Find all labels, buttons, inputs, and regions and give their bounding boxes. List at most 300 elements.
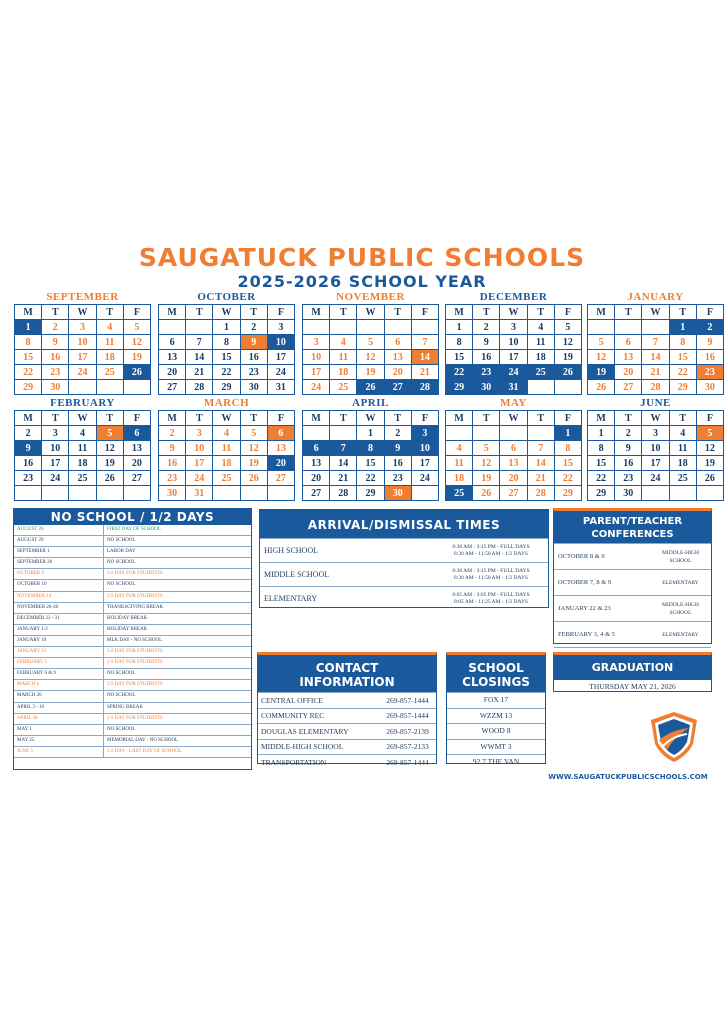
month-january [587,290,724,395]
month-march [158,396,295,501]
day-cell: 6 [500,441,527,456]
list-item [14,580,251,591]
day-cell: 18 [670,456,697,471]
no-school-date: APRIL 30 [14,714,104,724]
day-cell: 15 [446,350,473,365]
day-cell: 7 [330,441,357,456]
day-header: F [124,411,151,426]
day-cell: 7 [642,335,669,350]
contact-box [257,652,437,767]
day-cell: 5 [473,441,500,456]
contact-phone[interactable]: 269-857-2139 [386,726,429,736]
day-cell: 17 [69,350,96,365]
day-header: F [555,411,582,426]
day-cell: 10 [642,441,669,456]
month-name: JANUARY [627,291,684,303]
day-cell: 30 [159,486,186,501]
contact-phone[interactable]: 269-857-1444 [386,711,429,721]
month-june [587,396,724,501]
day-cell: 5 [241,426,268,441]
day-cell: 25 [69,471,96,486]
day-cell: 11 [670,441,697,456]
day-cell: 11 [330,350,357,365]
month-grid [445,410,582,501]
no-school-desc: NO SCHOOL [107,582,136,588]
day-cell: 1 [446,320,473,335]
day-cell: 9 [473,335,500,350]
list-item: WOOD 8 [447,723,545,739]
day-cell: 22 [446,365,473,380]
month-name: SEPTEMBER [46,291,119,303]
day-cell: 18 [528,350,555,365]
day-header: F [268,305,295,320]
day-cell: 27 [124,471,151,486]
day-header: T [385,305,412,320]
month-name: DECEMBER [479,291,548,303]
conference-date: JANUARY 22 & 23 [558,605,611,612]
day-cell: 17 [268,350,295,365]
contact-phone[interactable]: 269-857-1444 [386,695,429,705]
list-item: WWMT 3 [447,739,545,755]
day-cell [357,320,384,335]
day-cell: 9 [615,441,642,456]
arrival-title: ARRIVAL/DISMISSAL TIMES [260,510,548,538]
no-school-list [14,525,251,758]
day-cell: 6 [385,335,412,350]
conferences-box [553,508,712,644]
closings-box [446,652,546,764]
page-subtitle: 2025-2026 SCHOOL YEAR [237,272,487,291]
contact-name: DOUGLAS ELEMENTARY [261,726,349,736]
no-school-desc: 1/2 DAY FOR STUDENTS [107,660,163,666]
day-header: W [642,411,669,426]
day-cell: 28 [186,380,213,395]
no-school-date: JUNE 5 [14,747,104,757]
day-cell: 7 [412,335,439,350]
day-cell: 20 [385,365,412,380]
day-cell: 20 [500,471,527,486]
no-school-desc: 1/2 DAY FOR STUDENTS [107,649,163,655]
day-cell: 12 [588,350,615,365]
graduation-box [553,652,712,692]
table-row [554,595,711,621]
day-cell [500,426,527,441]
list-item [14,714,251,725]
day-cell: 16 [15,456,42,471]
day-cell: 20 [615,365,642,380]
no-school-desc: 1/2 DAY FOR STUDENTS [107,682,163,688]
no-school-desc: SPRING BREAK [107,704,143,710]
day-cell [124,380,151,395]
no-school-desc: NO SCHOOL [107,693,136,699]
day-cell [412,320,439,335]
day-header: T [670,411,697,426]
day-header: T [330,305,357,320]
day-cell: 19 [241,456,268,471]
day-cell: 8 [588,441,615,456]
list-item [14,647,251,658]
day-cell: 26 [357,380,384,395]
school-times [434,568,548,582]
conference-school-line2: SCHOOL [669,609,692,616]
day-cell [186,320,213,335]
month-grid [302,304,439,395]
day-cell: 30 [241,380,268,395]
conferences-title-line2: CONFERENCES [591,529,674,540]
day-cell [385,320,412,335]
table-row [260,562,548,586]
day-cell: 24 [268,365,295,380]
no-school-desc: 1/2 DAY FOR STUDENTS [107,715,163,721]
day-cell: 1 [588,426,615,441]
day-cell: 19 [588,365,615,380]
day-header: M [159,305,186,320]
day-cell: 27 [615,380,642,395]
day-cell: 6 [303,441,330,456]
day-header: W [213,305,240,320]
closings-title [447,655,545,692]
no-school-date: MARCH 6 [14,680,104,690]
day-cell: 3 [268,320,295,335]
day-cell: 5 [124,320,151,335]
day-cell: 9 [42,335,69,350]
day-cell: 10 [186,441,213,456]
website-link[interactable]: WWW.SAUGATUCKPUBLICSCHOOLS.COM [548,773,708,781]
day-cell [330,426,357,441]
month-october [158,290,295,395]
day-cell [213,486,240,501]
day-cell: 16 [473,350,500,365]
day-cell [330,320,357,335]
day-cell: 29 [357,486,384,501]
day-cell: 13 [268,441,295,456]
month-december [445,290,582,395]
month-name: FEBRUARY [50,397,115,409]
month-september [14,290,151,395]
day-cell: 2 [697,320,724,335]
school-name: MIDDLE SCHOOL [264,570,330,579]
day-cell [615,320,642,335]
day-cell: 22 [357,471,384,486]
day-cell: 15 [588,456,615,471]
day-cell: 29 [15,380,42,395]
day-cell: 25 [97,365,124,380]
day-cell [268,486,295,501]
day-cell: 24 [642,471,669,486]
day-cell: 17 [500,350,527,365]
day-cell [159,320,186,335]
day-header: W [500,411,527,426]
day-cell: 5 [555,320,582,335]
no-school-date: FEBRUARY 5 [14,658,104,668]
month-grid [158,410,295,501]
arrival-list [260,538,548,610]
day-cell: 15 [357,456,384,471]
day-header: W [69,411,96,426]
month-grid [445,304,582,395]
day-cell: 18 [213,456,240,471]
day-cell: 11 [213,441,240,456]
day-cell: 1 [555,426,582,441]
day-cell: 21 [528,471,555,486]
day-cell: 10 [268,335,295,350]
contact-phone[interactable]: 269-857-2133 [386,742,429,752]
day-cell: 8 [555,441,582,456]
day-cell: 3 [42,426,69,441]
day-cell: 1 [213,320,240,335]
list-item [14,703,251,714]
day-cell: 27 [303,486,330,501]
day-cell: 7 [186,335,213,350]
no-school-date: MAY 1 [14,725,104,735]
no-school-date: OCTOBER 9 [14,569,104,579]
day-cell: 23 [473,365,500,380]
day-header: F [697,305,724,320]
day-cell: 24 [42,471,69,486]
list-item [14,669,251,680]
day-cell: 2 [241,320,268,335]
no-school-date: APRIL 3 - 10 [14,703,104,713]
day-cell: 24 [500,365,527,380]
day-header: M [588,305,615,320]
day-cell: 16 [697,350,724,365]
no-school-desc: NO SCHOOL [107,671,136,677]
day-cell: 23 [15,471,42,486]
day-header: F [268,411,295,426]
month-grid [158,304,295,395]
month-grid [14,410,151,501]
day-header: T [615,305,642,320]
table-row [554,543,711,569]
month-name: APRIL [352,397,389,409]
day-cell: 29 [555,486,582,501]
day-cell [697,486,724,501]
conference-school-line1: ELEMENTARY [662,631,699,638]
day-cell: 3 [69,320,96,335]
half-day-time: 8:30 AM - 11:50 AM - 1/2 DAYS [453,550,528,557]
day-header: T [241,305,268,320]
list-item [14,614,251,625]
contact-phone[interactable]: 269-857-1444 [386,757,429,767]
day-header: T [615,411,642,426]
day-cell [303,426,330,441]
conference-school [650,631,711,639]
day-cell: 16 [385,456,412,471]
no-school-date: NOVEMBER 26-28 [14,603,104,613]
day-cell: 6 [124,426,151,441]
day-cell: 8 [357,441,384,456]
no-school-desc: NO SCHOOL [107,726,136,732]
day-cell: 22 [670,365,697,380]
conference-date: OCTOBER 7, 8 & 9 [558,579,612,586]
conference-school [650,579,711,587]
day-header: F [124,305,151,320]
day-cell: 12 [124,335,151,350]
day-cell: 12 [555,335,582,350]
half-day-time: 8:30 AM - 11:50 AM - 1/2 DAYS [453,574,528,581]
table-row [258,708,436,724]
day-cell [528,426,555,441]
conference-school-line2: SCHOOL [669,557,692,564]
day-cell: 13 [385,350,412,365]
day-cell: 31 [500,380,527,395]
day-cell: 2 [15,426,42,441]
day-cell: 5 [588,335,615,350]
table-row [258,692,436,708]
conference-school-line1: MIDDLE-HIGH [662,549,699,556]
day-cell: 16 [615,456,642,471]
no-school-date: JANUARY 1-2 [14,625,104,635]
day-cell: 26 [588,380,615,395]
day-cell [97,486,124,501]
day-cell: 12 [241,441,268,456]
day-cell: 28 [330,486,357,501]
day-cell: 30 [697,380,724,395]
day-cell: 10 [42,441,69,456]
day-header: F [412,305,439,320]
day-cell [15,486,42,501]
day-cell: 21 [330,471,357,486]
day-cell [528,380,555,395]
day-cell: 19 [697,456,724,471]
day-cell: 22 [555,471,582,486]
conference-date: OCTOBER 8 & 9 [558,553,605,560]
day-cell: 13 [500,456,527,471]
contact-name: CENTRAL OFFICE [261,695,324,705]
day-cell: 30 [385,486,412,501]
day-cell: 11 [69,441,96,456]
day-cell: 25 [528,365,555,380]
month-february [14,396,151,501]
day-header: M [15,305,42,320]
day-cell: 18 [97,350,124,365]
day-cell [555,380,582,395]
day-cell: 4 [213,426,240,441]
table-row [554,621,711,647]
closings-title-line2: CLOSINGS [462,675,530,689]
day-cell: 11 [446,456,473,471]
no-school-date: JANUARY 23 [14,647,104,657]
no-school-date: AUGUST 26 [14,525,104,535]
day-cell: 25 [213,471,240,486]
day-cell: 20 [303,471,330,486]
day-cell: 20 [159,365,186,380]
conference-school-line1: ELEMENTARY [662,579,699,586]
day-cell: 1 [357,426,384,441]
no-school-date: SEPTEMBER 1 [14,547,104,557]
list-item: FOX 17 [447,692,545,708]
month-may [445,396,582,501]
day-cell: 17 [642,456,669,471]
day-cell: 10 [412,441,439,456]
list-item [14,569,251,580]
day-cell: 16 [241,350,268,365]
trail-shield-logo-icon [647,710,701,764]
day-header: T [330,411,357,426]
day-cell: 3 [500,320,527,335]
no-school-date: MARCH 20 [14,691,104,701]
list-item [14,547,251,558]
no-school-date: NOVEMBER 14 [14,592,104,602]
day-cell: 4 [528,320,555,335]
month-grid [302,410,439,501]
day-cell: 6 [268,426,295,441]
day-cell: 13 [615,350,642,365]
day-cell: 24 [412,471,439,486]
no-school-date: OCTOBER 10 [14,580,104,590]
no-school-desc: HOLIDAY BREAK [107,626,148,632]
list-item [14,747,251,758]
day-cell: 31 [186,486,213,501]
day-cell: 26 [124,365,151,380]
day-cell: 13 [303,456,330,471]
list-item [14,625,251,636]
graduation-title: GRADUATION [554,655,711,680]
list-item [14,725,251,736]
day-cell: 1 [670,320,697,335]
day-cell: 5 [697,426,724,441]
list-item [14,658,251,669]
day-cell: 22 [15,365,42,380]
day-cell: 24 [303,380,330,395]
no-school-date: DECEMBER 22 - 31 [14,614,104,624]
table-row [258,754,436,770]
day-cell: 17 [42,456,69,471]
day-header: T [473,305,500,320]
no-school-date: JANUARY 19 [14,636,104,646]
day-cell: 21 [186,365,213,380]
day-cell: 26 [97,471,124,486]
no-school-desc: 1/2 DAY FOR STUDENTS [107,571,163,577]
day-header: M [446,305,473,320]
table-row [554,569,711,595]
school-times [434,592,548,606]
day-header: T [42,411,69,426]
day-cell: 19 [124,350,151,365]
day-cell: 17 [412,456,439,471]
day-cell: 8 [670,335,697,350]
day-cell [642,320,669,335]
list-item [14,691,251,702]
day-cell: 19 [97,456,124,471]
day-cell: 9 [385,441,412,456]
day-cell: 12 [357,350,384,365]
day-cell [642,486,669,501]
day-header: T [97,305,124,320]
list-item [14,536,251,547]
day-header: T [528,305,555,320]
day-header: W [213,411,240,426]
day-cell: 9 [241,335,268,350]
day-cell: 18 [69,456,96,471]
no-school-box [13,508,252,770]
table-row [258,723,436,739]
day-cell: 23 [42,365,69,380]
day-cell: 18 [330,365,357,380]
day-header: T [186,305,213,320]
day-cell: 7 [528,441,555,456]
day-cell: 13 [124,441,151,456]
day-header: T [473,411,500,426]
day-cell: 25 [670,471,697,486]
table-row [258,739,436,755]
month-grid [587,304,724,395]
no-school-desc: 1/2 DAY FOR STUDENTS [107,593,163,599]
day-cell: 24 [186,471,213,486]
list-item: WZZM 13 [447,708,545,724]
day-cell: 25 [330,380,357,395]
conferences-title [554,511,711,543]
